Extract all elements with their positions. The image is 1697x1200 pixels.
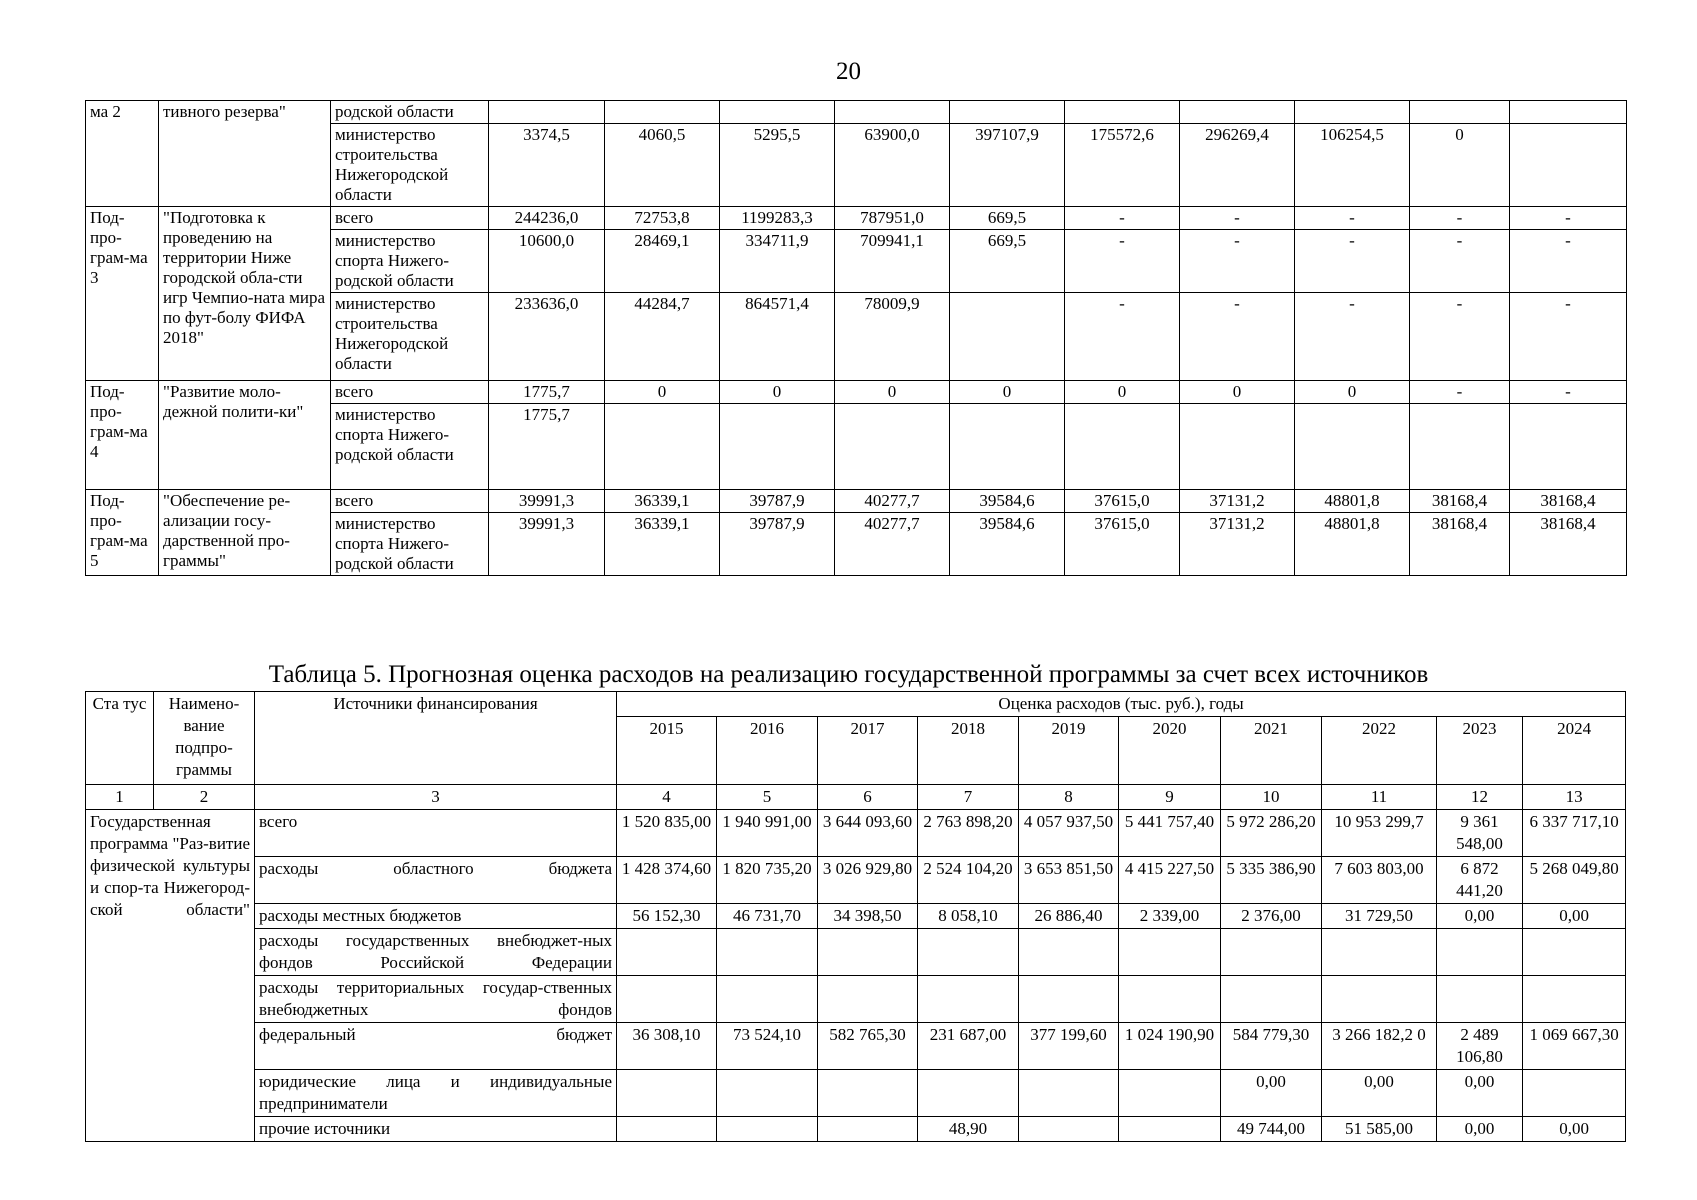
value-cell: 1775,7 bbox=[489, 404, 605, 490]
responsible-executor: министерство спорта Нижего-родской области bbox=[331, 513, 489, 576]
value-cell bbox=[1065, 404, 1180, 490]
value-cell: 5 335 386,90 bbox=[1221, 857, 1322, 904]
value-cell bbox=[1322, 929, 1437, 976]
table5-title: Таблица 5. Прогнозная оценка расходов на реализацию государственной программы за счет всех источников bbox=[268, 661, 1429, 688]
subprogram-name: "Развитие моло-дежной полити-ки" bbox=[159, 381, 331, 490]
value-cell bbox=[720, 101, 835, 124]
value-cell: 296269,4 bbox=[1180, 124, 1295, 207]
year-header: 2021 bbox=[1221, 717, 1322, 785]
value-cell bbox=[918, 929, 1019, 976]
subprogram-status: ма 2 bbox=[86, 101, 159, 207]
value-cell: 78009,9 bbox=[835, 293, 950, 381]
funding-source: федеральный бюджет bbox=[255, 1023, 617, 1070]
column-number: 4 bbox=[617, 785, 717, 810]
value-cell: 46 731,70 bbox=[717, 904, 818, 929]
value-cell bbox=[1410, 101, 1510, 124]
value-cell: 2 489 106,80 bbox=[1437, 1023, 1523, 1070]
value-cell: 0 bbox=[1295, 381, 1410, 404]
value-cell: 709941,1 bbox=[835, 230, 950, 293]
value-cell: 397107,9 bbox=[950, 124, 1065, 207]
value-cell bbox=[605, 404, 720, 490]
value-cell bbox=[1523, 976, 1626, 1023]
subprogram-status: Под-про-грам-ма 3 bbox=[86, 207, 159, 381]
value-cell: 34 398,50 bbox=[818, 904, 918, 929]
value-cell bbox=[1510, 404, 1627, 490]
value-cell bbox=[720, 404, 835, 490]
value-cell: 1 940 991,00 bbox=[717, 810, 818, 857]
value-cell: 39584,6 bbox=[950, 513, 1065, 576]
table5-forecast bbox=[85, 691, 1626, 1142]
value-cell: 244236,0 bbox=[489, 207, 605, 230]
value-cell: - bbox=[1510, 207, 1627, 230]
table-row bbox=[86, 101, 1627, 124]
column-number: 12 bbox=[1437, 785, 1523, 810]
value-cell: 39991,3 bbox=[489, 490, 605, 513]
value-cell: 2 339,00 bbox=[1119, 904, 1221, 929]
value-cell: 1775,7 bbox=[489, 381, 605, 404]
value-cell: 36339,1 bbox=[605, 490, 720, 513]
value-cell: 582 765,30 bbox=[818, 1023, 918, 1070]
year-header: 2024 bbox=[1523, 717, 1626, 785]
year-header: 2023 bbox=[1437, 717, 1523, 785]
responsible-executor: родской области bbox=[331, 101, 489, 124]
column-number: 10 bbox=[1221, 785, 1322, 810]
value-cell bbox=[918, 976, 1019, 1023]
value-cell bbox=[1523, 1070, 1626, 1117]
value-cell: 56 152,30 bbox=[617, 904, 717, 929]
value-cell: 26 886,40 bbox=[1019, 904, 1119, 929]
value-cell bbox=[1119, 929, 1221, 976]
value-cell: 48801,8 bbox=[1295, 513, 1410, 576]
value-cell: - bbox=[1065, 293, 1180, 381]
value-cell: 51 585,00 bbox=[1322, 1117, 1437, 1142]
value-cell bbox=[617, 1070, 717, 1117]
value-cell bbox=[489, 101, 605, 124]
value-cell: 37131,2 bbox=[1180, 490, 1295, 513]
value-cell: 1 024 190,90 bbox=[1119, 1023, 1221, 1070]
table-row bbox=[86, 929, 1626, 976]
header-row-1 bbox=[86, 692, 1626, 717]
value-cell: 0 bbox=[605, 381, 720, 404]
value-cell: - bbox=[1510, 230, 1627, 293]
value-cell: 0,00 bbox=[1523, 1117, 1626, 1142]
value-cell bbox=[1437, 976, 1523, 1023]
value-cell: 5 972 286,20 bbox=[1221, 810, 1322, 857]
year-header: 2022 bbox=[1322, 717, 1437, 785]
value-cell: 37615,0 bbox=[1065, 490, 1180, 513]
year-header: 2016 bbox=[717, 717, 818, 785]
value-cell: - bbox=[1295, 230, 1410, 293]
table-row bbox=[86, 904, 1626, 929]
value-cell: 73 524,10 bbox=[717, 1023, 818, 1070]
value-cell: - bbox=[1180, 293, 1295, 381]
value-cell: - bbox=[1510, 381, 1627, 404]
year-header: 2015 bbox=[617, 717, 717, 785]
value-cell bbox=[1019, 976, 1119, 1023]
value-cell bbox=[1510, 124, 1627, 207]
value-cell bbox=[1119, 976, 1221, 1023]
value-cell: 7 603 803,00 bbox=[1322, 857, 1437, 904]
value-cell bbox=[818, 1117, 918, 1142]
value-cell: - bbox=[1410, 381, 1510, 404]
value-cell bbox=[1295, 404, 1410, 490]
value-cell bbox=[605, 101, 720, 124]
value-cell bbox=[617, 1117, 717, 1142]
value-cell bbox=[818, 976, 918, 1023]
value-cell: 10 953 299,7 bbox=[1322, 810, 1437, 857]
value-cell bbox=[1180, 404, 1295, 490]
table-row bbox=[86, 490, 1627, 513]
value-cell: 40277,7 bbox=[835, 490, 950, 513]
value-cell: - bbox=[1180, 207, 1295, 230]
value-cell: 0,00 bbox=[1437, 1070, 1523, 1117]
page-number: 20 bbox=[836, 58, 861, 85]
value-cell: 1 428 374,60 bbox=[617, 857, 717, 904]
column-number: 8 bbox=[1019, 785, 1119, 810]
value-cell: 37615,0 bbox=[1065, 513, 1180, 576]
table-row bbox=[86, 976, 1626, 1023]
responsible-executor: министерство спорта Нижего-родской области bbox=[331, 404, 489, 490]
responsible-executor: всего bbox=[331, 490, 489, 513]
value-cell bbox=[918, 1070, 1019, 1117]
value-cell bbox=[1437, 929, 1523, 976]
value-cell: 48801,8 bbox=[1295, 490, 1410, 513]
value-cell: 0 bbox=[1065, 381, 1180, 404]
value-cell bbox=[1410, 404, 1510, 490]
value-cell bbox=[717, 1117, 818, 1142]
column-number: 13 bbox=[1523, 785, 1626, 810]
value-cell: 0,00 bbox=[1437, 904, 1523, 929]
value-cell: 0 bbox=[950, 381, 1065, 404]
column-number: 9 bbox=[1119, 785, 1221, 810]
value-cell: 0 bbox=[1180, 381, 1295, 404]
program-status: Государственная программа "Раз-витие физической культуры и спор-та Нижегород-ской области" bbox=[86, 810, 255, 1142]
subprogram-status: Под-про-грам-ма 4 bbox=[86, 381, 159, 490]
column-number: 6 bbox=[818, 785, 918, 810]
value-cell: 106254,5 bbox=[1295, 124, 1410, 207]
value-cell: 31 729,50 bbox=[1322, 904, 1437, 929]
year-header: 2017 bbox=[818, 717, 918, 785]
value-cell bbox=[1119, 1117, 1221, 1142]
value-cell: 44284,7 bbox=[605, 293, 720, 381]
value-cell: 669,5 bbox=[950, 230, 1065, 293]
value-cell: 4060,5 bbox=[605, 124, 720, 207]
value-cell bbox=[1295, 101, 1410, 124]
value-cell: 10600,0 bbox=[489, 230, 605, 293]
value-cell: 1 520 835,00 bbox=[617, 810, 717, 857]
value-cell bbox=[1221, 929, 1322, 976]
value-cell: 36339,1 bbox=[605, 513, 720, 576]
header-estimate: Оценка расходов (тыс. руб.), годы bbox=[617, 692, 1626, 717]
value-cell: 1 820 735,20 bbox=[717, 857, 818, 904]
value-cell: 584 779,30 bbox=[1221, 1023, 1322, 1070]
header-status: Ста тус bbox=[86, 692, 154, 785]
responsible-executor: министерство спорта Нижего-родской области bbox=[331, 230, 489, 293]
table-row bbox=[86, 1070, 1626, 1117]
value-cell bbox=[1523, 929, 1626, 976]
value-cell: 39787,9 bbox=[720, 490, 835, 513]
funding-table-continued bbox=[85, 100, 1627, 576]
value-cell: 9 361 548,00 bbox=[1437, 810, 1523, 857]
value-cell bbox=[950, 404, 1065, 490]
header-name: Наимено-вание подпро-граммы bbox=[154, 692, 255, 785]
value-cell: 377 199,60 bbox=[1019, 1023, 1119, 1070]
value-cell: 63900,0 bbox=[835, 124, 950, 207]
value-cell bbox=[1322, 976, 1437, 1023]
responsible-executor: министерство строительства Нижегородской области bbox=[331, 124, 489, 207]
value-cell bbox=[1019, 1117, 1119, 1142]
value-cell: 2 763 898,20 bbox=[918, 810, 1019, 857]
funding-source: расходы областного бюджета bbox=[255, 857, 617, 904]
value-cell: - bbox=[1065, 207, 1180, 230]
value-cell bbox=[617, 976, 717, 1023]
value-cell bbox=[818, 929, 918, 976]
subprogram-name: "Подготовка к проведению на территории Ниже городской обла-сти игр Чемпио-ната мира по фут-болу ФИФА 2018" bbox=[159, 207, 331, 381]
value-cell: 39584,6 bbox=[950, 490, 1065, 513]
value-cell bbox=[1019, 929, 1119, 976]
value-cell: 4 057 937,50 bbox=[1019, 810, 1119, 857]
value-cell: 0,00 bbox=[1437, 1117, 1523, 1142]
value-cell bbox=[1221, 976, 1322, 1023]
responsible-executor: всего bbox=[331, 207, 489, 230]
table-row bbox=[86, 207, 1627, 230]
value-cell: 0,00 bbox=[1322, 1070, 1437, 1117]
column-number: 5 bbox=[717, 785, 818, 810]
value-cell bbox=[1019, 1070, 1119, 1117]
value-cell: 38168,4 bbox=[1510, 490, 1627, 513]
column-number: 1 bbox=[86, 785, 154, 810]
value-cell: 3 644 093,60 bbox=[818, 810, 918, 857]
value-cell: 28469,1 bbox=[605, 230, 720, 293]
value-cell: 4 415 227,50 bbox=[1119, 857, 1221, 904]
subprogram-name: тивного резерва" bbox=[159, 101, 331, 207]
table-row bbox=[86, 857, 1626, 904]
column-numbers-row bbox=[86, 785, 1626, 810]
responsible-executor: министерство строительства Нижегородской области bbox=[331, 293, 489, 381]
value-cell bbox=[950, 101, 1065, 124]
value-cell: 5295,5 bbox=[720, 124, 835, 207]
value-cell: - bbox=[1410, 293, 1510, 381]
value-cell: 39787,9 bbox=[720, 513, 835, 576]
value-cell: 37131,2 bbox=[1180, 513, 1295, 576]
value-cell bbox=[617, 929, 717, 976]
value-cell bbox=[1510, 101, 1627, 124]
column-number: 11 bbox=[1322, 785, 1437, 810]
value-cell bbox=[717, 1070, 818, 1117]
value-cell: 3 653 851,50 bbox=[1019, 857, 1119, 904]
value-cell bbox=[835, 101, 950, 124]
responsible-executor: всего bbox=[331, 381, 489, 404]
funding-source: расходы местных бюджетов bbox=[255, 904, 617, 929]
column-number: 3 bbox=[255, 785, 617, 810]
value-cell: 231 687,00 bbox=[918, 1023, 1019, 1070]
header-sources: Источники финансирования bbox=[255, 692, 617, 785]
table-row bbox=[86, 1117, 1626, 1142]
value-cell: 0,00 bbox=[1221, 1070, 1322, 1117]
subprogram-name: "Обеспечение ре-ализации госу-дарственной про-граммы" bbox=[159, 490, 331, 576]
column-number: 2 bbox=[154, 785, 255, 810]
value-cell: 0 bbox=[1410, 124, 1510, 207]
value-cell bbox=[1119, 1070, 1221, 1117]
value-cell: 1199283,3 bbox=[720, 207, 835, 230]
value-cell: 0 bbox=[720, 381, 835, 404]
value-cell: 6 337 717,10 bbox=[1523, 810, 1626, 857]
funding-source: прочие источники bbox=[255, 1117, 617, 1142]
value-cell bbox=[1180, 101, 1295, 124]
value-cell: 3 026 929,80 bbox=[818, 857, 918, 904]
value-cell: - bbox=[1180, 230, 1295, 293]
subprogram-status: Под-про-грам-ма 5 bbox=[86, 490, 159, 576]
value-cell: 5 441 757,40 bbox=[1119, 810, 1221, 857]
value-cell: - bbox=[1410, 230, 1510, 293]
value-cell: 3 266 182,2 0 bbox=[1322, 1023, 1437, 1070]
value-cell: - bbox=[1065, 230, 1180, 293]
value-cell: 0,00 bbox=[1523, 904, 1626, 929]
value-cell: 2 524 104,20 bbox=[918, 857, 1019, 904]
value-cell: 669,5 bbox=[950, 207, 1065, 230]
value-cell: 3374,5 bbox=[489, 124, 605, 207]
year-header: 2019 bbox=[1019, 717, 1119, 785]
value-cell bbox=[717, 976, 818, 1023]
year-header: 2020 bbox=[1119, 717, 1221, 785]
value-cell: 2 376,00 bbox=[1221, 904, 1322, 929]
year-header: 2018 bbox=[918, 717, 1019, 785]
funding-source: расходы территориальных государ-ственных внебюджетных фондов bbox=[255, 976, 617, 1023]
value-cell: 36 308,10 bbox=[617, 1023, 717, 1070]
value-cell: 49 744,00 bbox=[1221, 1117, 1322, 1142]
value-cell: - bbox=[1295, 207, 1410, 230]
funding-source: юридические лица и индивидуальные предприниматели bbox=[255, 1070, 617, 1117]
value-cell: - bbox=[1510, 293, 1627, 381]
value-cell bbox=[818, 1070, 918, 1117]
value-cell: 6 872 441,20 bbox=[1437, 857, 1523, 904]
value-cell: 5 268 049,80 bbox=[1523, 857, 1626, 904]
value-cell: 48,90 bbox=[918, 1117, 1019, 1142]
value-cell bbox=[835, 404, 950, 490]
value-cell bbox=[1065, 101, 1180, 124]
value-cell: 787951,0 bbox=[835, 207, 950, 230]
value-cell: 0 bbox=[835, 381, 950, 404]
value-cell: - bbox=[1410, 207, 1510, 230]
value-cell: 1 069 667,30 bbox=[1523, 1023, 1626, 1070]
value-cell: 38168,4 bbox=[1510, 513, 1627, 576]
value-cell bbox=[950, 293, 1065, 381]
value-cell: 38168,4 bbox=[1410, 490, 1510, 513]
value-cell: 334711,9 bbox=[720, 230, 835, 293]
value-cell: 72753,8 bbox=[605, 207, 720, 230]
table-row bbox=[86, 1023, 1626, 1070]
value-cell: 40277,7 bbox=[835, 513, 950, 576]
value-cell: 233636,0 bbox=[489, 293, 605, 381]
funding-source: расходы государственных внебюджет-ных фондов Российской Федерации bbox=[255, 929, 617, 976]
value-cell: 38168,4 bbox=[1410, 513, 1510, 576]
value-cell: 8 058,10 bbox=[918, 904, 1019, 929]
column-number: 7 bbox=[918, 785, 1019, 810]
value-cell: - bbox=[1295, 293, 1410, 381]
table-row bbox=[86, 381, 1627, 404]
funding-source: всего bbox=[255, 810, 617, 857]
table-row bbox=[86, 810, 1626, 857]
value-cell: 175572,6 bbox=[1065, 124, 1180, 207]
value-cell bbox=[717, 929, 818, 976]
value-cell: 39991,3 bbox=[489, 513, 605, 576]
value-cell: 864571,4 bbox=[720, 293, 835, 381]
